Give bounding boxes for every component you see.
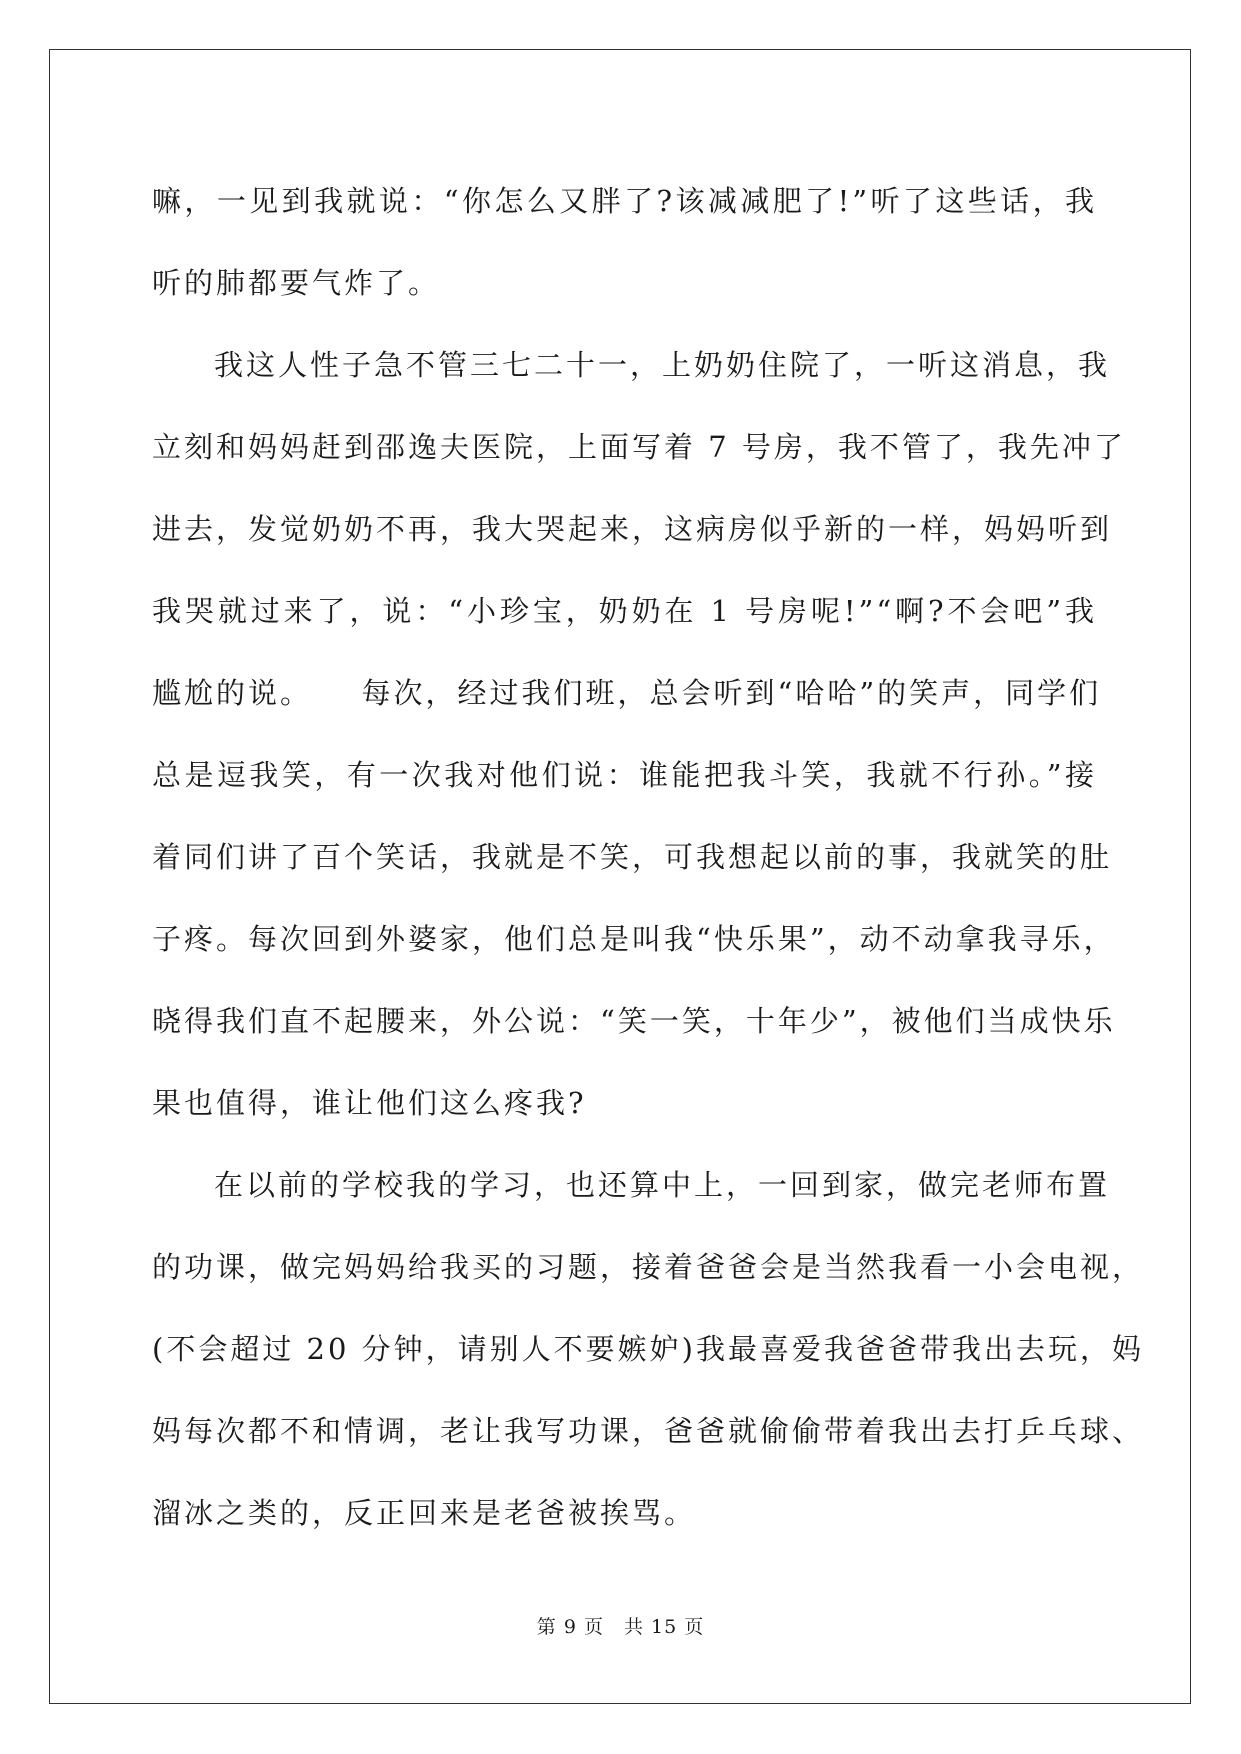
- text-line: 嘛，一见到我就说：“你怎么又胖了?该减减肥了!”听了这些话，我: [152, 184, 1097, 218]
- text-line: 总是逗我笑，有一次我对他们说：谁能把我斗笑，我就不行孙。”接: [152, 758, 1097, 792]
- text-line: 果也值得，谁让他们这么疼我?: [152, 1086, 587, 1120]
- text-line: 晓得我们直不起腰来，外公说：“笑一笑，十年少”，被他们当成快乐: [152, 1004, 1116, 1038]
- page-footer: [0, 1612, 1241, 1639]
- text-line: 尴尬的说。 每次，经过我们班，总会听到“哈哈”的笑声，同学们: [152, 676, 1102, 710]
- text-line: 溜冰之类的，反正回来是老爸被挨骂。: [152, 1496, 697, 1530]
- paragraph-start-line: 我这人性子急不管三七二十一，上奶奶住院了，一听这消息，我: [214, 348, 1111, 382]
- text-line: 着同们讲了百个笑话，我就是不笑，可我想起以前的事，我就笑的肚: [152, 840, 1113, 874]
- paragraph-start-line: 在以前的学校我的学习，也还算中上，一回到家，做完老师布置: [214, 1168, 1111, 1202]
- text-line: 听的肺都要气炸了。: [152, 266, 441, 300]
- text-line: 妈每次都不和情调，老让我写功课，爸爸就偷偷带着我出去打乒乓球、: [152, 1414, 1145, 1448]
- text-line: 我哭就过来了，说：“小珍宝，奶奶在 1 号房呢!”“啊?不会吧”我: [152, 594, 1097, 628]
- text-line: 进去，发觉奶奶不再，我大哭起来，这病房似乎新的一样，妈妈听到: [152, 512, 1113, 546]
- page-number-label: 第 9 页 共 15 页: [536, 1616, 705, 1638]
- text-line: 的功课，做完妈妈给我买的习题，接着爸爸会是当然我看一小会电视，: [152, 1250, 1145, 1284]
- document-body: [152, 160, 1145, 1554]
- text-line: 立刻和妈妈赶到邵逸夫医院，上面写着 7 号房，我不管了，我先冲了: [152, 430, 1126, 464]
- text-line: 子疼。每次回到外婆家，他们总是叫我“快乐果”，动不动拿我寻乐，: [152, 922, 1116, 956]
- text-line: (不会超过 20 分钟，请别人不要嫉妒)我最喜爱我爸爸带我出去玩，妈: [152, 1332, 1144, 1366]
